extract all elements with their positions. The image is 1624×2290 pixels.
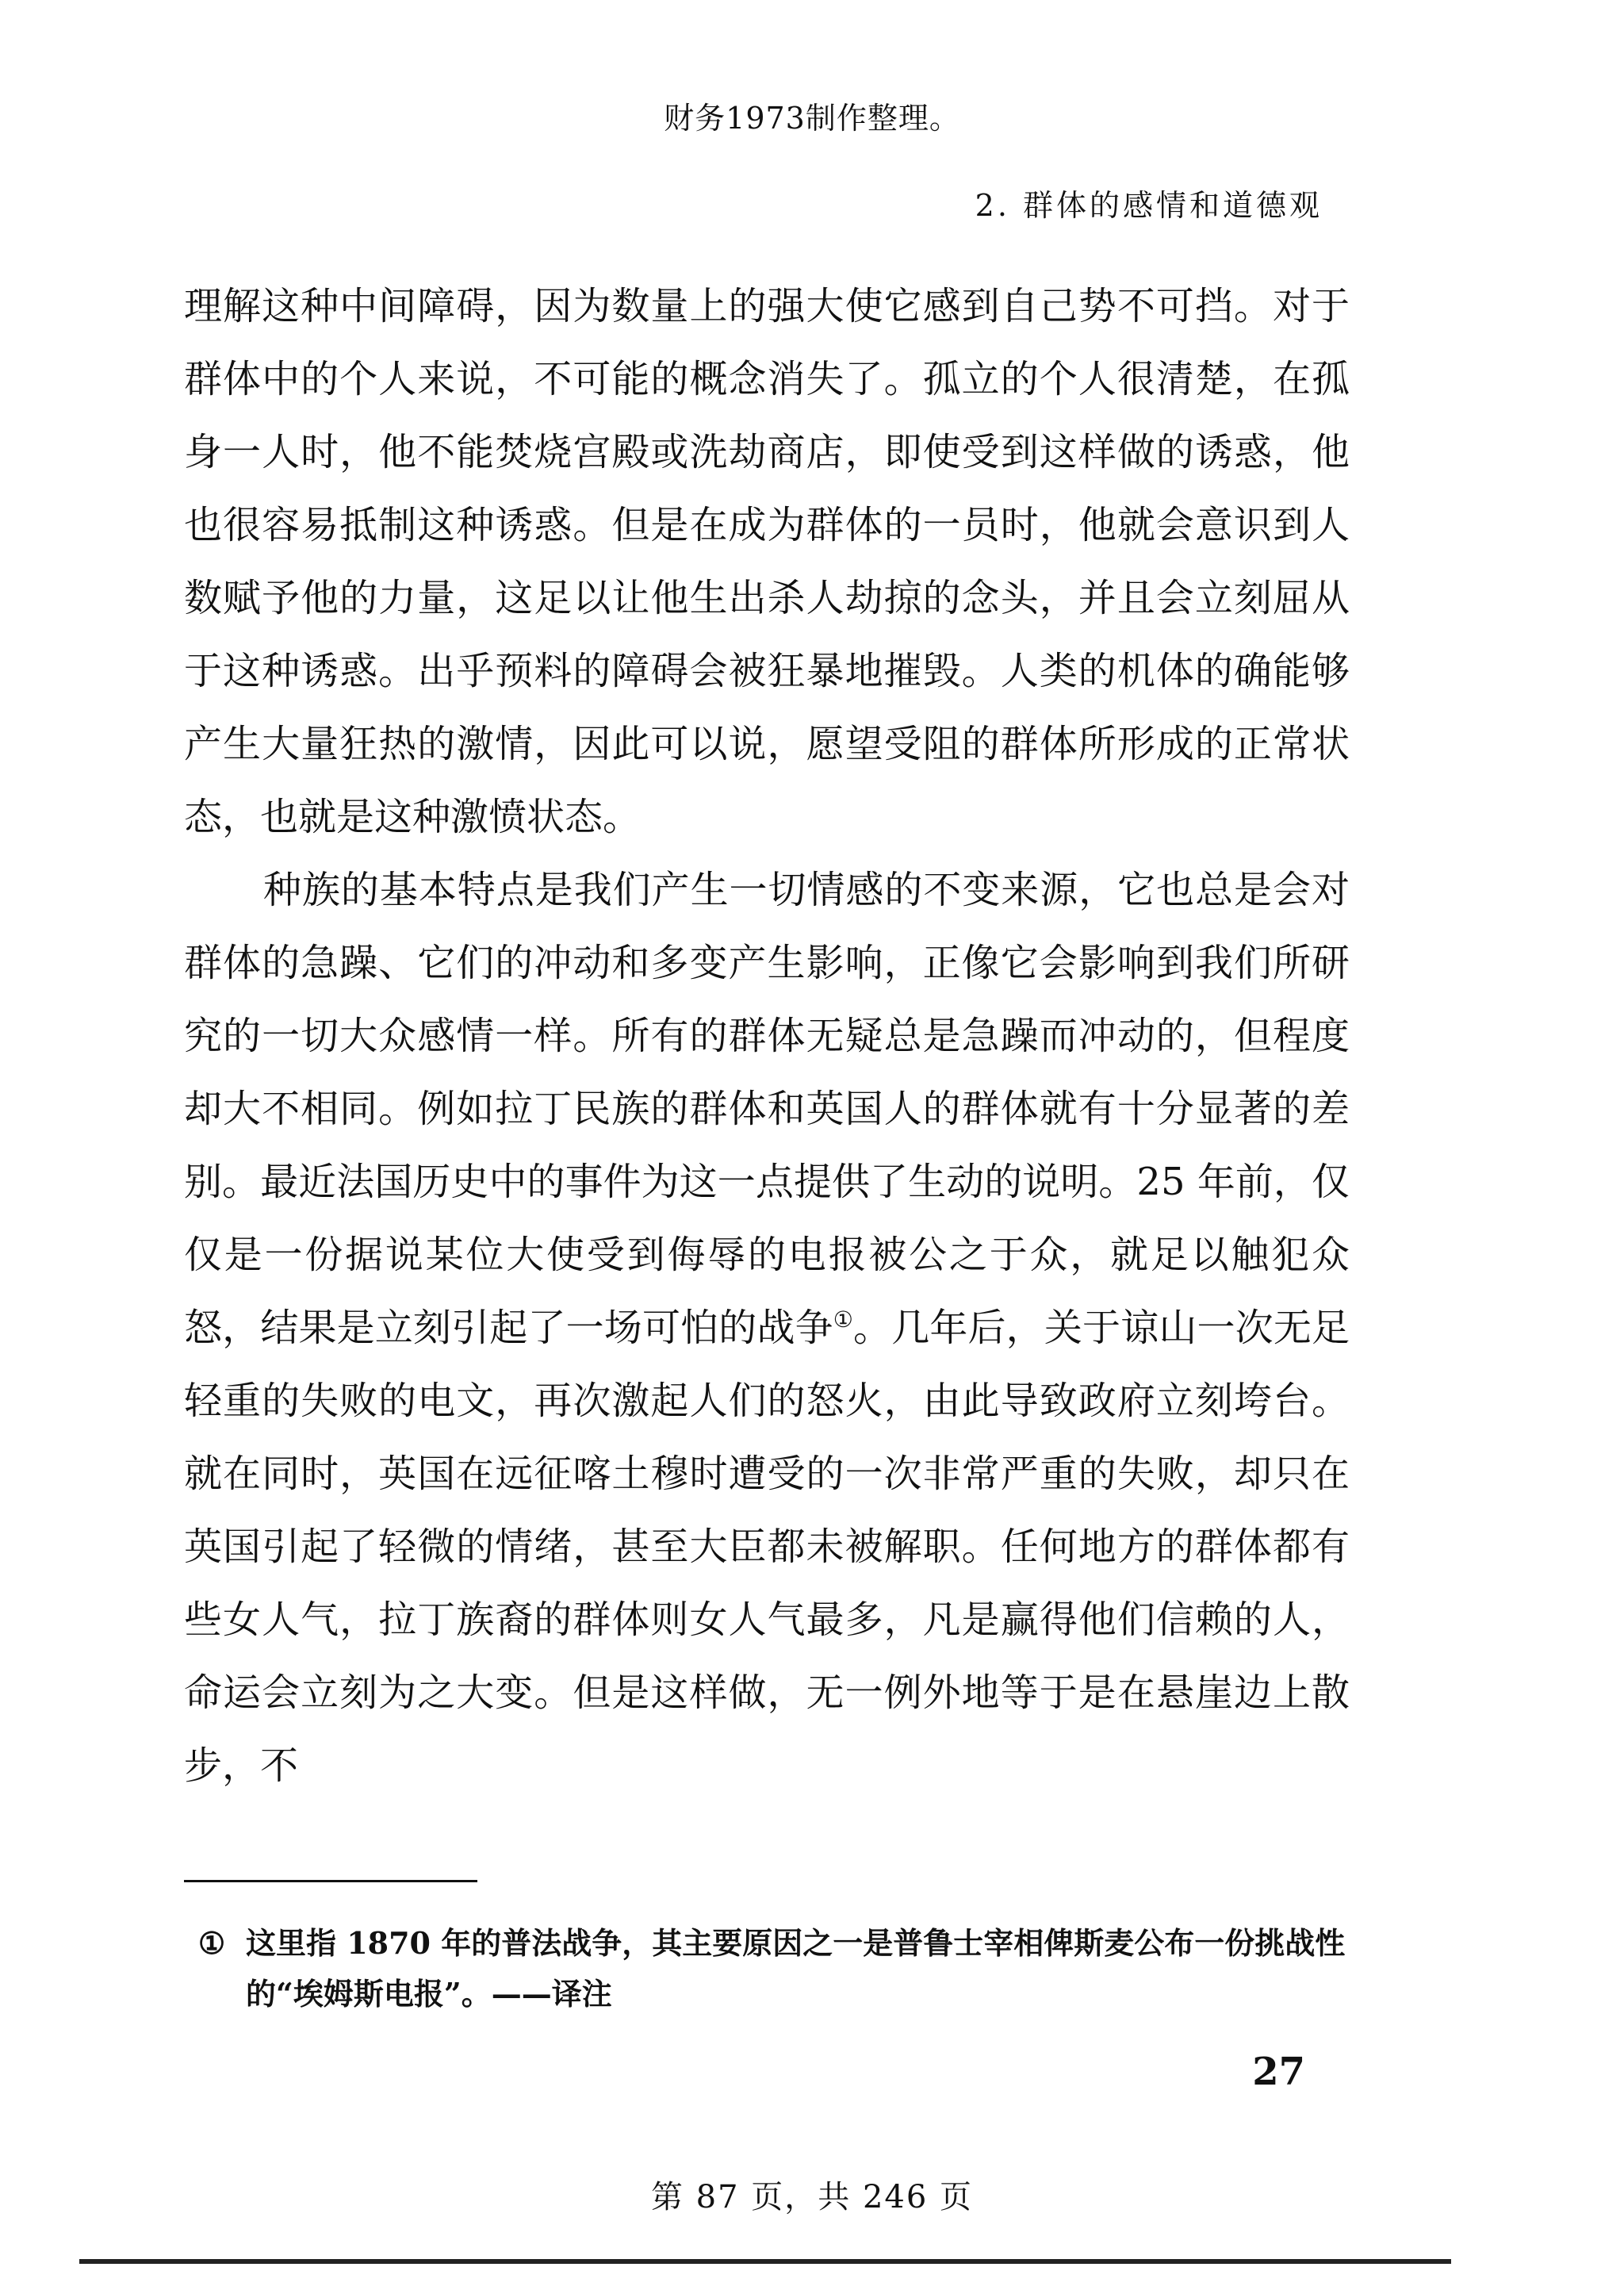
- footnote-text: 这里指 1870 年的普法战争，其主要原因之一是普鲁士宰相俾斯麦公布一份挑战性的“埃姆斯电报”。——译注: [246, 1925, 1346, 2012]
- body-text: [184, 270, 1350, 1802]
- paragraph-2-continuation: 。几年后，关于谅山一次无足轻重的失败的电文，再次激起人们的怒火，由此导致政府立刻垮台。就在同时，英国在远征喀土穆时遭受的一次非常严重的失败，却只在英国引起了轻微的情绪，甚至大臣都未被解职。任何地方的群体都有些女人气，拉丁族裔的群体则女人气最多，凡是赢得他们信赖的人，命运会立刻为之大变。但是这样做，无一例外地等于是在悬崖边上散步，不: [184, 1306, 1350, 1788]
- paragraph-1: 理解这种中间障碍，因为数量上的强大使它感到自己势不可挡。对于群体中的个人来说，不可能的概念消失了。孤立的个人很清楚，在孤身一人时，他不能焚烧宫殿或洗劫商店，即使受到这样做的诱惑，他也很容易抵制这种诱惑。但是在成为群体的一员时，他就会意识到人数赋予他的力量，这足以让他生出杀人劫掠的念头，并且会立刻屈从于这种诱惑。出乎预料的障碍会被狂暴地摧毁。人类的机体的确能够产生大量狂热的激情，因此可以说，愿望受阻的群体所形成的正常状态，也就是这种激愤状态。: [184, 284, 1350, 839]
- footnote-reference[interactable]: ①: [833, 1306, 854, 1333]
- running-header: 2. 群体的感情和道德观: [975, 188, 1323, 223]
- page-number: 27: [1252, 2050, 1305, 2094]
- bottom-scan-edge: [79, 2259, 1451, 2264]
- page-indicator: 第 87 页，共 246 页: [650, 2179, 974, 2215]
- paragraph-2-text: 种族的基本特点是我们产生一切情感的不变来源，它也总是会对群体的急躁、它们的冲动和多变产生影响，正像它会影响到我们所研究的一切大众感情一样。所有的群体无疑总是急躁而冲动的，但程度却大不相同。例如拉丁民族的群体和英国人的群体就有十分显著的差别。最近法国历史中的事件为这一点提供了生动的说明。25 年前，仅仅是一份据说某位大使受到侮辱的电报被公之于众，就足以触犯众怒，结果是立刻引起了一场可怕的战争: [184, 868, 1350, 1350]
- paragraph-2: [184, 853, 1350, 1802]
- footnote: [198, 1918, 1356, 2020]
- footnote-marker: ①: [198, 1925, 226, 1961]
- watermark: 财务1973制作整理。: [664, 101, 960, 136]
- footnote-divider: [184, 1880, 477, 1882]
